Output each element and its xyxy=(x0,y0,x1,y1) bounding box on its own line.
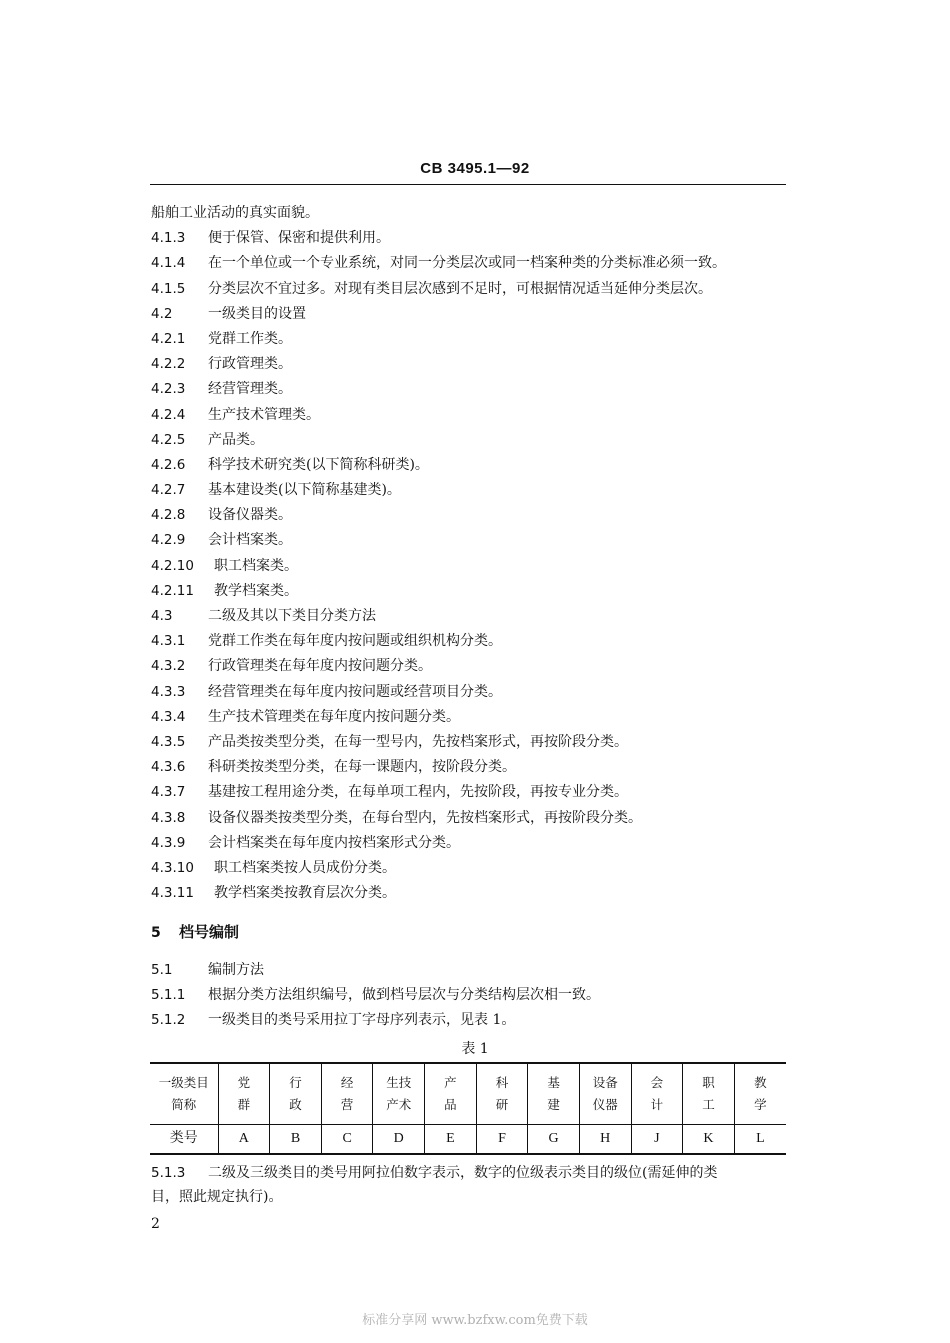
clause-text: 根据分类方法组织编号，做到档号层次与分类结构层次相一致。 xyxy=(208,987,600,1004)
clause-text: 一级类目的类号采用拉丁字母序列表示，见表 1。 xyxy=(208,1012,516,1029)
table-cell-line: 会 xyxy=(650,1075,664,1090)
clause-line xyxy=(151,352,791,377)
clause-number: 4.2.10 xyxy=(151,557,194,574)
clause-text: 基本建设类(以下简称基建类)。 xyxy=(208,482,401,499)
clause-text: 便于保管、保密和提供利用。 xyxy=(208,230,390,247)
clause-line xyxy=(151,755,791,780)
clause-number: 4.2.6 xyxy=(151,456,186,473)
table-cell-code: J xyxy=(631,1125,683,1155)
clause-line xyxy=(151,1008,791,1033)
table-caption: 表 1 xyxy=(461,1041,489,1057)
clause-number: 4.2.3 xyxy=(151,381,186,398)
clause-list-5 xyxy=(151,958,791,1034)
clause-text: 一级类目的设置 xyxy=(208,305,306,322)
clause-text: 会计档案类。 xyxy=(208,532,292,549)
table-cell-line: 学 xyxy=(754,1097,767,1112)
clause-line xyxy=(151,528,791,553)
clause-text: 会计档案类在每年度内按档案形式分类。 xyxy=(208,834,460,851)
table-cell-line: 仪器 xyxy=(592,1097,618,1112)
clause-line xyxy=(151,277,791,302)
table-cell-line: 产术 xyxy=(386,1097,412,1112)
clause-text: 职工档案类。 xyxy=(214,557,298,574)
table-cell-code: G xyxy=(528,1125,580,1155)
clause-number: 4.2.2 xyxy=(151,356,186,373)
table-cell-line: 职 xyxy=(702,1075,715,1090)
table-cell-name xyxy=(683,1063,735,1125)
table-cell-name xyxy=(579,1063,631,1125)
table-row-codes xyxy=(150,1125,786,1155)
table-cell-line: 经 xyxy=(340,1075,354,1090)
clause-text: 党群工作类。 xyxy=(208,330,292,347)
clause-number: 4.3 xyxy=(151,608,173,624)
table-cell-code: H xyxy=(579,1125,631,1155)
clause-text: 设备仪器类按类型分类，在每台型内，先按档案形式，再按阶段分类。 xyxy=(208,809,642,826)
clause-number: 4.2.7 xyxy=(151,482,186,499)
clause-number: 4.3.2 xyxy=(151,658,186,675)
clause-number: 4.3.4 xyxy=(151,708,186,725)
clause-number: 4.3.1 xyxy=(151,633,186,650)
clause-text: 编制方法 xyxy=(208,962,264,978)
clause-text: 经营管理类。 xyxy=(208,381,292,398)
clause-number: 4.3.9 xyxy=(151,834,186,851)
clause-line xyxy=(151,503,791,528)
clause-line xyxy=(151,856,791,881)
document-header: CB 3495.1—92 xyxy=(420,160,530,177)
category-table xyxy=(150,1062,786,1155)
clause-line xyxy=(151,806,791,831)
table-cell-code: B xyxy=(270,1125,322,1155)
clause-text: 分类层次不宜过多。对现有类目层次感到不足时，可根据情况适当延伸分类层次。 xyxy=(208,280,712,297)
clause-line xyxy=(151,780,791,805)
table-cell-name xyxy=(373,1063,425,1125)
clause-number: 5.1.3 xyxy=(151,1165,186,1181)
clause-number: 4.1.4 xyxy=(151,255,186,272)
clause-line xyxy=(151,604,791,629)
clause-line xyxy=(151,428,791,453)
clause-line xyxy=(151,881,791,906)
section-heading xyxy=(151,921,239,943)
clause-line xyxy=(151,983,791,1008)
clause-number: 4.3.3 xyxy=(151,683,186,700)
clause-line xyxy=(151,680,791,705)
table-cell-code: D xyxy=(373,1125,425,1155)
clause-text: 产品类。 xyxy=(208,431,264,448)
clause-line xyxy=(151,453,791,478)
clause-number: 4.2.1 xyxy=(151,330,186,347)
table-cell-line: 群 xyxy=(237,1097,251,1112)
text-line xyxy=(151,1161,791,1185)
clause-line xyxy=(151,730,791,755)
text-line: 目，照此规定执行)。 xyxy=(151,1189,283,1205)
table-cell-line: 计 xyxy=(650,1097,664,1112)
clause-text: 教学档案类按教育层次分类。 xyxy=(214,885,396,902)
clause-line xyxy=(151,958,791,983)
table-cell-line: 工 xyxy=(702,1097,715,1112)
clause-line xyxy=(151,554,791,579)
clause-number: 4.2 xyxy=(151,305,173,322)
clause-line xyxy=(151,629,791,654)
watermark: 标准分享网 www.bzfxw.com免费下载 xyxy=(362,1313,588,1328)
table-cell-line: 建 xyxy=(547,1097,560,1112)
header-rule xyxy=(150,184,786,185)
clause-line xyxy=(151,226,791,251)
clause-number: 4.3.8 xyxy=(151,809,186,826)
clause-number: 4.3.5 xyxy=(151,733,186,750)
table-cell-code: F xyxy=(476,1125,528,1155)
clause-text: 经营管理类在每年度内按问题或经营项目分类。 xyxy=(208,683,502,700)
table-cell-line: 行 xyxy=(289,1075,302,1090)
clause-line xyxy=(151,403,791,428)
clause-text: 科研类按类型分类，在每一课题内，按阶段分类。 xyxy=(208,759,516,776)
section-title: 档号编制 xyxy=(179,923,240,941)
clause-line xyxy=(151,201,791,226)
clause-text: 在一个单位或一个专业系统，对同一分类层次或同一档案种类的分类标准必须一致。 xyxy=(208,255,726,272)
clause-text: 生产技术管理类。 xyxy=(208,406,320,423)
clause-text: 二级及其以下类目分类方法 xyxy=(208,608,376,624)
clause-line xyxy=(151,831,791,856)
clause-number: 4.1.3 xyxy=(151,230,186,247)
table-header-line: 一级类目 xyxy=(158,1075,209,1090)
table-cell-code: A xyxy=(218,1125,270,1155)
table-cell-name xyxy=(218,1063,270,1125)
clause-number: 4.2.4 xyxy=(151,406,186,423)
table-cell-code: C xyxy=(321,1125,373,1155)
clause-number: 4.2.11 xyxy=(151,582,194,599)
table-cell-line: 教 xyxy=(754,1075,767,1090)
table-cell-line: 设备 xyxy=(592,1075,618,1090)
table-cell-line: 政 xyxy=(289,1097,302,1112)
table-cell-name xyxy=(476,1063,528,1125)
clause-number: 4.3.7 xyxy=(151,784,186,801)
clause-line xyxy=(151,654,791,679)
clause-number: 4.3.6 xyxy=(151,759,186,776)
clause-number: 4.2.5 xyxy=(151,431,186,448)
table-header-cell: 类号 xyxy=(150,1125,218,1155)
clause-text: 设备仪器类。 xyxy=(208,507,292,524)
clause-text: 行政管理类。 xyxy=(208,356,292,373)
clause-number: 4.3.11 xyxy=(151,885,194,902)
table-cell-line: 产 xyxy=(444,1075,457,1090)
clause-text: 科学技术研究类(以下简称科研类)。 xyxy=(208,456,429,473)
clause-text: 行政管理类在每年度内按问题分类。 xyxy=(208,658,432,675)
table-cell-name xyxy=(321,1063,373,1125)
table-cell-name xyxy=(631,1063,683,1125)
table-cell-code: K xyxy=(683,1125,735,1155)
clause-text: 产品类按类型分类，在每一型号内，先按档案形式，再按阶段分类。 xyxy=(208,733,628,750)
section-number: 5 xyxy=(151,925,161,941)
clause-number: 4.1.5 xyxy=(151,280,186,297)
clause-text: 生产技术管理类在每年度内按问题分类。 xyxy=(208,708,460,725)
clause-line xyxy=(151,302,791,327)
table-cell-name xyxy=(425,1063,477,1125)
clause-line xyxy=(151,705,791,730)
table-header-line: 简称 xyxy=(171,1097,197,1112)
clause-text: 教学档案类。 xyxy=(214,582,298,599)
clause-text: 船舶工业活动的真实面貌。 xyxy=(151,205,319,221)
table-cell-line: 营 xyxy=(340,1097,354,1112)
clause-text: 基建按工程用途分类，在每单项工程内，先按阶段，再按专业分类。 xyxy=(208,784,628,801)
clause-number: 4.2.9 xyxy=(151,532,186,549)
clause-line xyxy=(151,377,791,402)
clause-number: 5.1 xyxy=(151,962,173,978)
clause-line xyxy=(151,579,791,604)
clause-5-1-3 xyxy=(151,1161,791,1209)
clause-number: 5.1.1 xyxy=(151,987,186,1004)
clause-line xyxy=(151,251,791,276)
clause-list xyxy=(151,201,791,906)
table-cell-code: L xyxy=(734,1125,786,1155)
table-header-cell xyxy=(150,1063,218,1125)
clause-text: 二级及三级类目的类号用阿拉伯数字表示，数字的位级表示类目的级位(需延伸的类 xyxy=(208,1165,718,1181)
clause-text: 职工档案类按人员成份分类。 xyxy=(214,859,396,876)
clause-line xyxy=(151,327,791,352)
table-cell-line: 品 xyxy=(444,1097,457,1112)
table-cell-line: 生技 xyxy=(386,1075,412,1090)
clause-line xyxy=(151,478,791,503)
table-cell-line: 党 xyxy=(237,1075,251,1090)
clause-number: 4.2.8 xyxy=(151,507,186,524)
table-row-names xyxy=(150,1063,786,1125)
table-cell-name xyxy=(270,1063,322,1125)
page-number: 2 xyxy=(151,1216,160,1232)
table-cell-line: 研 xyxy=(495,1097,509,1112)
table-cell-code: E xyxy=(425,1125,477,1155)
clause-number: 4.3.10 xyxy=(151,859,194,876)
table-cell-name xyxy=(734,1063,786,1125)
table-cell-name xyxy=(528,1063,580,1125)
clause-number: 5.1.2 xyxy=(151,1012,186,1029)
clause-text: 党群工作类在每年度内按问题或组织机构分类。 xyxy=(208,633,502,650)
table-cell-line: 科 xyxy=(495,1075,509,1090)
table-cell-line: 基 xyxy=(547,1075,560,1090)
